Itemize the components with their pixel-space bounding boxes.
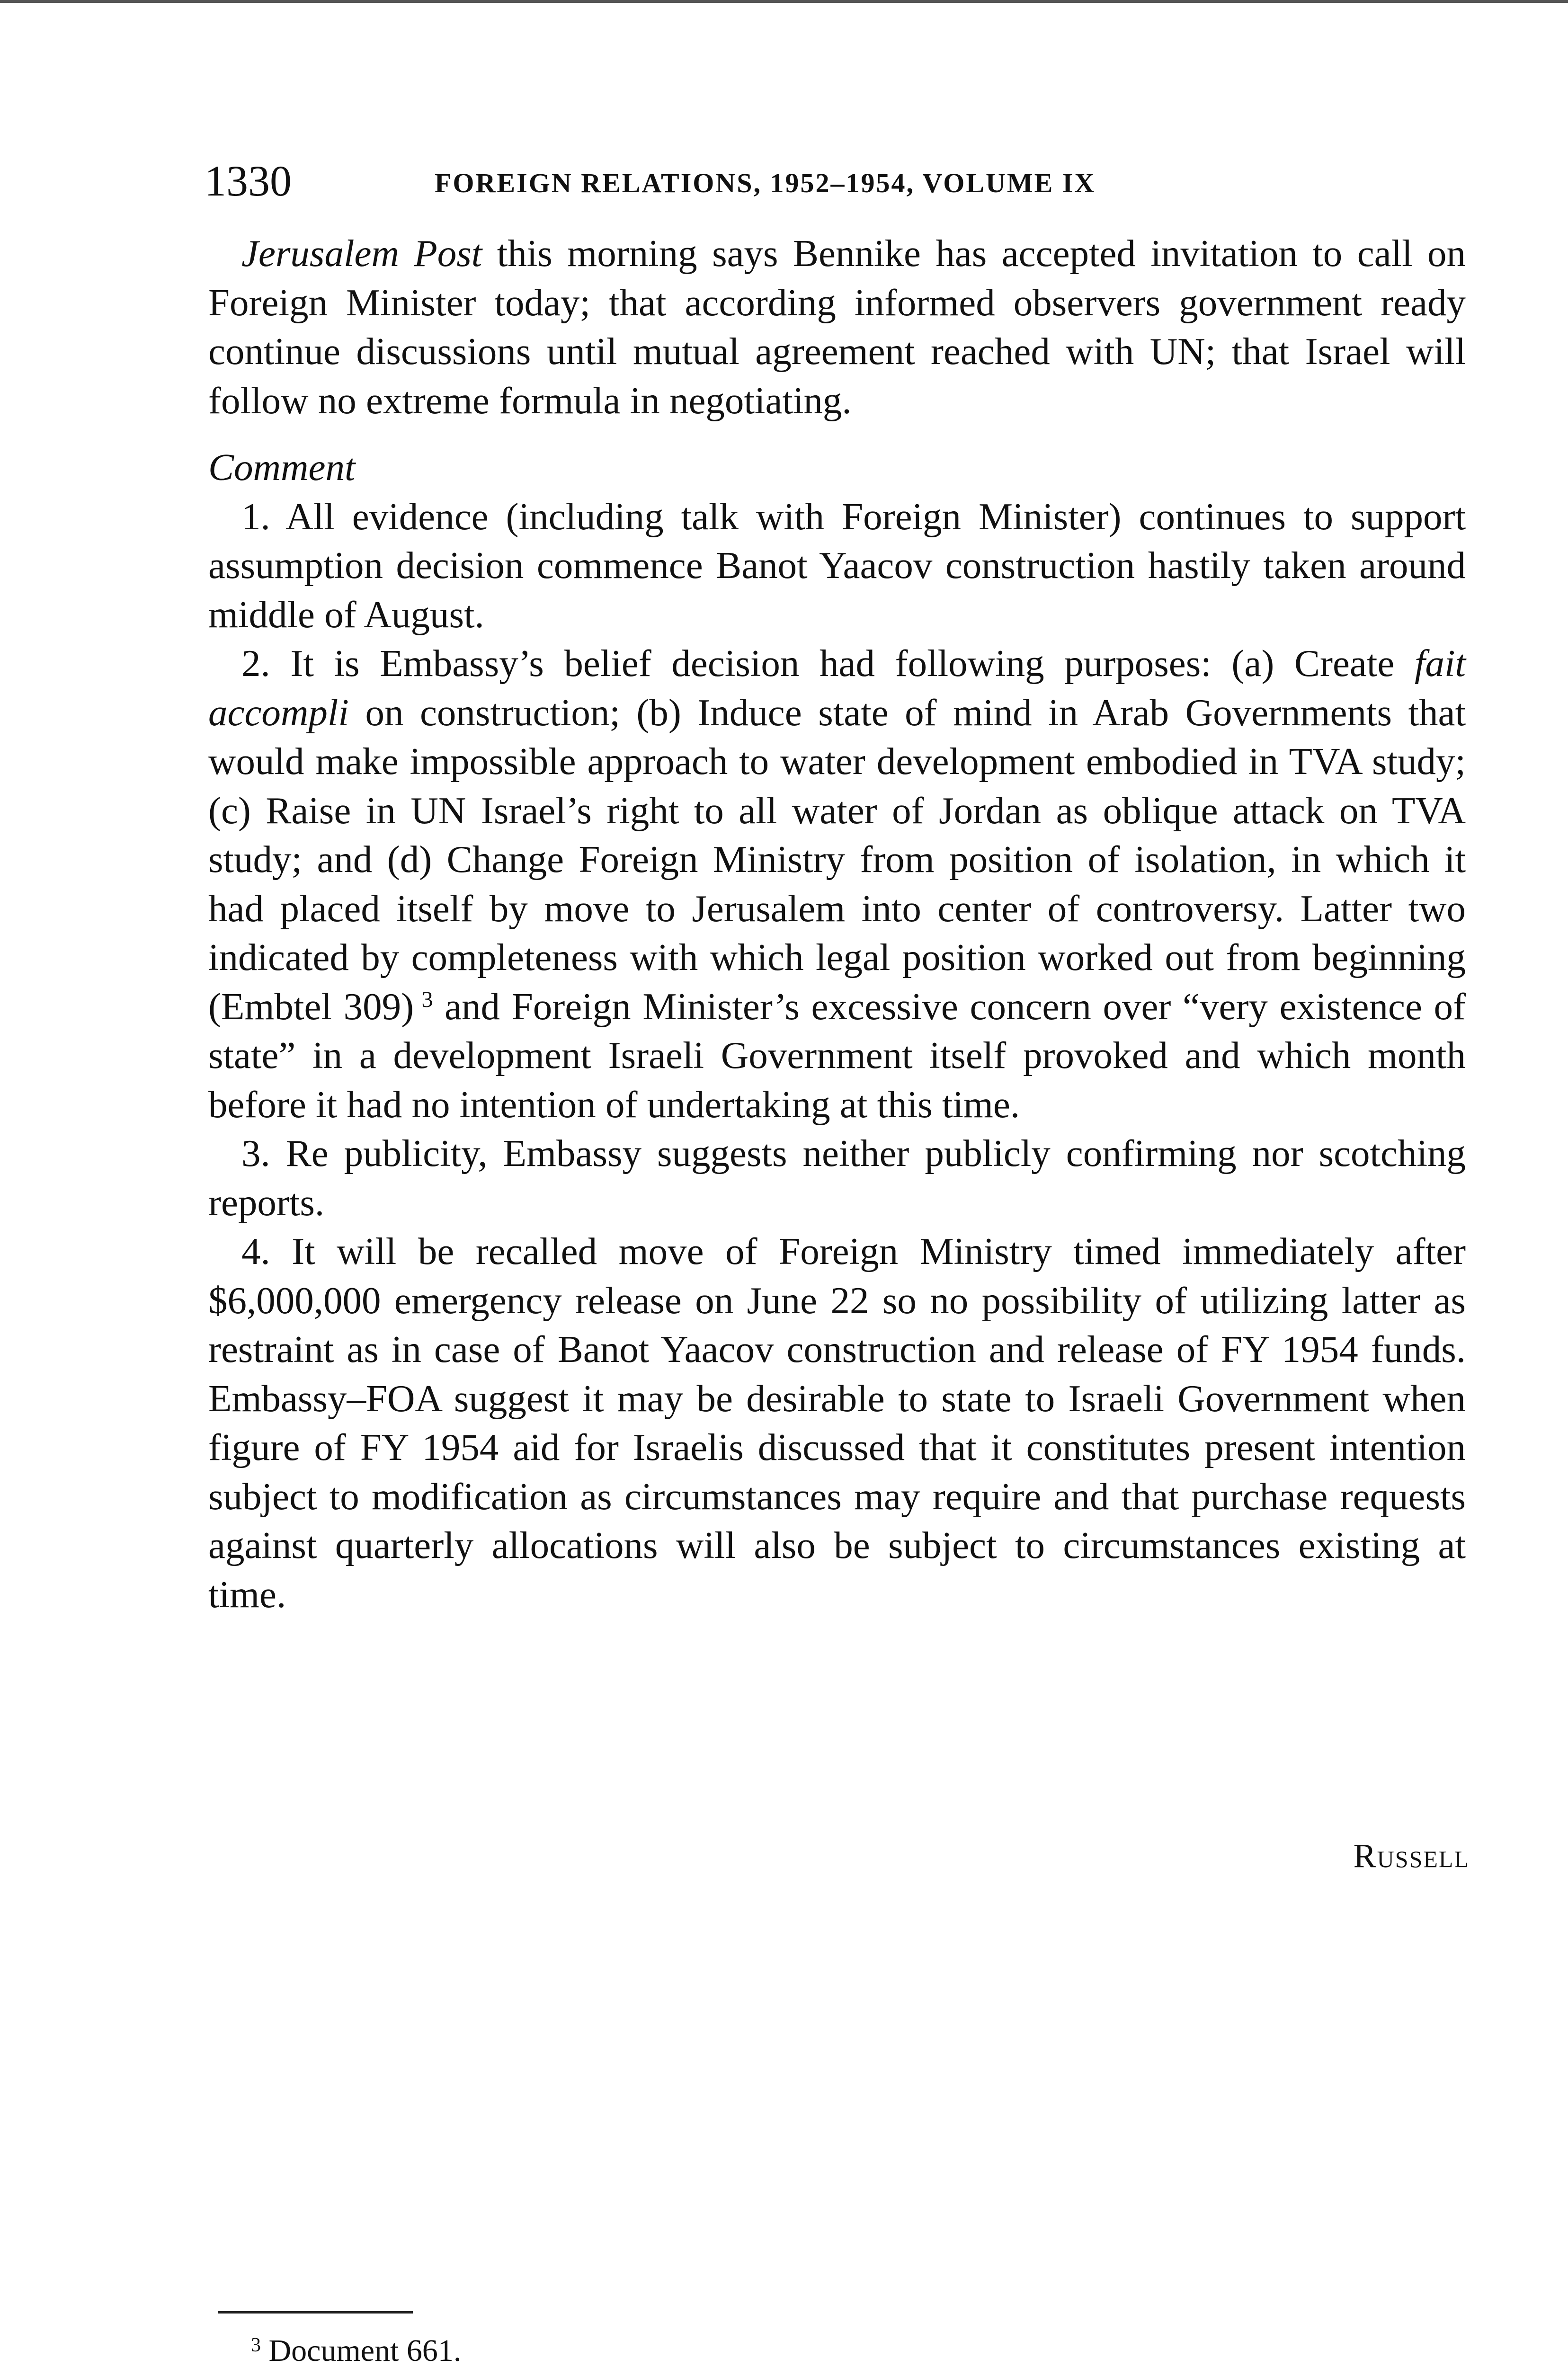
signature: Russell (1353, 1837, 1470, 1875)
paragraph-2-opening: 2. It is Embassy’s belief decision had following purposes: (a) Create (241, 642, 1395, 685)
intro-text: this morning says Bennike has accepted invitation to call on Foreign Minister today; that according informed observers government ready continue discussions until mutual agreement reached with UN; that Israel will follow no extreme formula in negotiating. (208, 232, 1466, 422)
footnote-marker: 3 (251, 2334, 261, 2356)
comment-paragraph-2 (208, 639, 1466, 1129)
comment-heading: Comment (208, 446, 356, 489)
footnote-reference: 3 (421, 987, 433, 1012)
comment-paragraph-1: 1. All evidence (including talk with Foreign Minister) continues to support assumption decision commence Banot Yaacov construction hastily taken around middle of August. (208, 495, 1466, 636)
paragraph-2-italic-term: fait accompli (208, 642, 1466, 734)
comment-paragraph-3: 3. Re publicity, Embassy suggests neither publicly confirming nor scotching reports. (208, 1132, 1466, 1224)
page-number: 1330 (205, 157, 292, 205)
footnote-text: Document 661. (268, 2333, 462, 2367)
comment-paragraph-4: 4. It will be recalled move of Foreign Ministry timed immediately after $6,000,000 emergency release on June 22 so no possibility of utilizing latter as restraint as in case of Banot Yaacov construction and release of FY 1954 funds. Embassy–FOA suggest it may be desirable to state to Israeli Government when figure of FY 1954 aid for Israelis discussed that it constitutes present intention subject to modification as circumstances may require and that purchase requests against quarterly allocations will also be subject to circumstances existing at time. (208, 1230, 1466, 1616)
running-head (205, 152, 1492, 209)
document-body (208, 229, 1466, 1619)
running-head-title: FOREIGN RELATIONS, 1952–1954, VOLUME IX (435, 168, 1096, 198)
footnote-divider (218, 2311, 413, 2314)
source-title: Jerusalem Post (241, 232, 482, 275)
top-border-rule (0, 0, 1568, 3)
paragraph-2-closing: and Foreign Minister’s excessive concern over “very existence of state” in a development Israeli Government itself provoked and which month before it had no intention of undertaking at this time. (208, 985, 1466, 1126)
paragraph-2-middle: on construction; (b) Induce state of mind in Arab Governments that would make impossible approach to water development embodied in TVA study; (c) Raise in UN Israel’s right to all water of Jordan as oblique attack on TVA study; and (d) Change Foreign Ministry from position of isolation, in which it had placed itself by move to Jerusalem into center of controversy. Latter two indicated by completeness with which legal position worked out from beginning (Embtel 309) (208, 691, 1466, 1028)
intro-paragraph (208, 229, 1466, 425)
footnote (251, 2328, 461, 2367)
